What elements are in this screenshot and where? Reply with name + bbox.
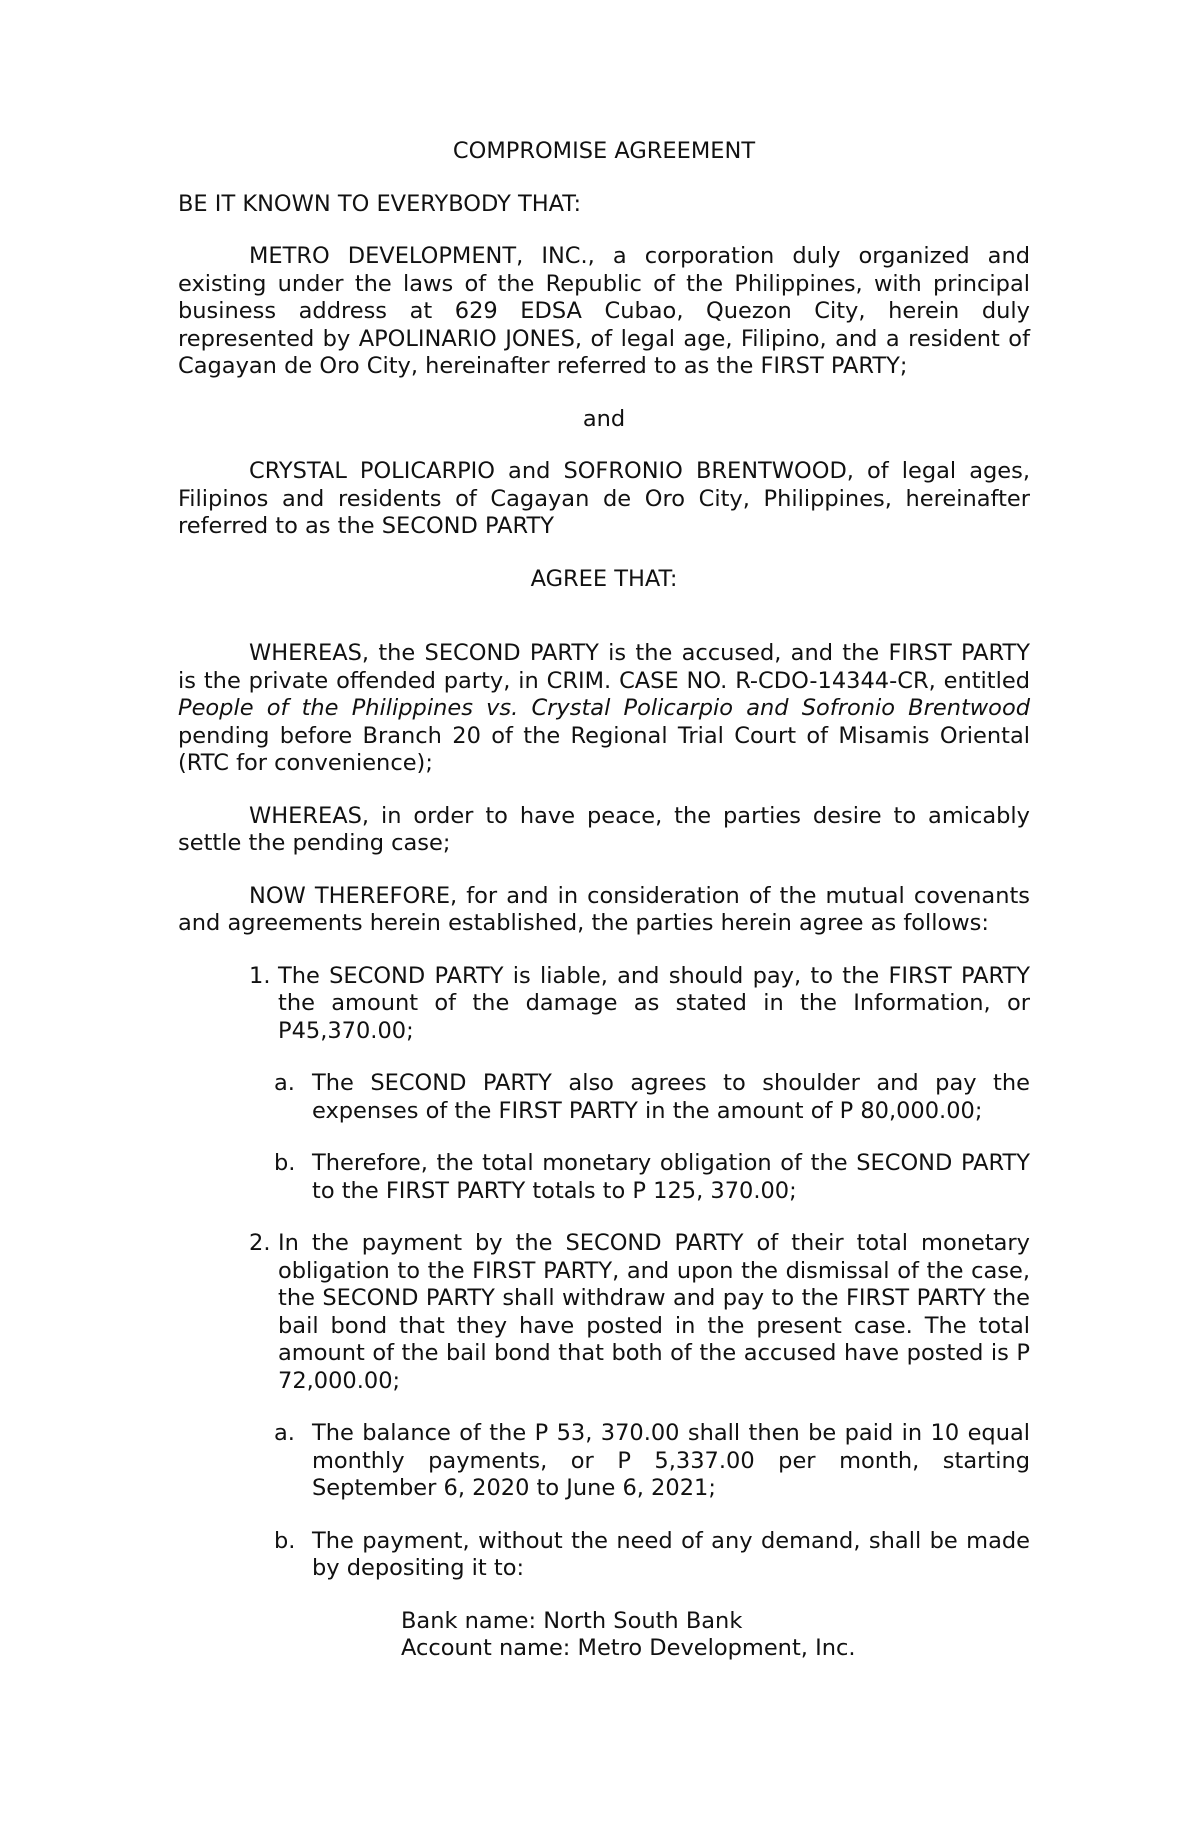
clause-2 bbox=[178, 1230, 1030, 1395]
clause-2-sub-a-text: The balance of the P 53, 370.00 shall then be paid in 10 equal monthly payments, or P 5,337.00 per month, starting September 6, 2020 to June 6, 2021; bbox=[312, 1420, 1030, 1501]
now-therefore-paragraph: NOW THEREFORE, for and in consideration of the mutual covenants and agreements herein established, the parties herein agree as follows: bbox=[178, 882, 1030, 936]
clause-1-sub-b-text: Therefore, the total monetary obligation of the SECOND PARTY to the FIRST PARTY totals to P 125, 370.00; bbox=[312, 1150, 1030, 1204]
whereas-1-pre: WHEREAS, the SECOND PARTY is the accused, and the FIRST PARTY is the private offended party, in CRIM. CASE NO. R-CDO-14344-CR, entitled bbox=[178, 640, 1030, 694]
second-party-paragraph: CRYSTAL POLICARPIO and SOFRONIO BRENTWOOD, of legal ages, Filipinos and residents of Cagayan de Oro City, Philippines, hereinafter referred to as the SECOND PARTY bbox=[178, 458, 1030, 539]
bank-name: Bank name: North South Bank bbox=[401, 1607, 743, 1634]
bank-details bbox=[178, 1608, 1030, 1663]
clause-1 bbox=[178, 963, 1030, 1046]
clause-1-text: The SECOND PARTY is liable, and should pay, to the FIRST PARTY the amount of the damage as stated in the Information, or P45,370.00; bbox=[278, 962, 1030, 1044]
clause-2-sub-b-text: The payment, without the need of any demand, shall be made by depositing it to: bbox=[312, 1527, 1030, 1581]
clause-2-sub-b-mark: b. bbox=[274, 1527, 296, 1554]
clause-2-sub-b bbox=[178, 1528, 1030, 1583]
agree-heading: AGREE THAT: bbox=[530, 565, 678, 592]
clause-1-sub-a-mark: a. bbox=[274, 1070, 295, 1096]
clause-1-sub-a bbox=[178, 1070, 1030, 1125]
document-title: COMPROMISE AGREEMENT bbox=[452, 138, 756, 164]
clause-2-sub-a bbox=[178, 1420, 1030, 1503]
clause-1-sub-a-text: The SECOND PARTY also agrees to shoulder and pay the expenses of the FIRST PARTY in the amount of P 80,000.00; bbox=[312, 1070, 1030, 1124]
case-title: People of the Philippines vs. Crystal Policarpio and Sofronio Brentwood bbox=[178, 695, 1030, 721]
clause-2-sub-a-mark: a. bbox=[274, 1420, 295, 1446]
whereas-paragraph-1 bbox=[178, 640, 1030, 778]
clause-1-sub-b-mark: b. bbox=[274, 1150, 296, 1176]
whereas-paragraph-2: WHEREAS, in order to have peace, the parties desire to amicably settle the pending case; bbox=[178, 802, 1030, 856]
agreement-body bbox=[178, 138, 1030, 1663]
first-party-paragraph: METRO DEVELOPMENT, INC., a corporation duly organized and existing under the laws of the Republic of the Philippines, with principal business address at 629 EDSA Cubao, Quezon City, herein duly represented by APOLINARIO JONES, of legal age, Filipino, and a resident of Cagayan de Oro City, hereinafter referred to as the FIRST PARTY; bbox=[178, 243, 1030, 379]
known-heading: BE IT KNOWN TO EVERYBODY THAT: bbox=[178, 190, 582, 217]
clause-1-number: 1. bbox=[249, 962, 271, 989]
clause-1-sub-b bbox=[178, 1150, 1030, 1205]
clause-2-number: 2. bbox=[249, 1230, 271, 1256]
whereas-1-post: pending before Branch 20 of the Regional Trial Court of Misamis Oriental (RTC for convenience); bbox=[178, 722, 1030, 776]
and-separator: and bbox=[582, 405, 626, 432]
account-name: Account name: Metro Development, Inc. bbox=[401, 1635, 856, 1661]
clause-2-text: In the payment by the SECOND PARTY of their total monetary obligation to the FIRST PARTY, and upon the dismissal of the case, the SECOND PARTY shall withdraw and pay to the FIRST PARTY the bail bond that they have posted in the present case. The total amount of the bail bond that both of the accused have posted is P 72,000.00; bbox=[278, 1230, 1030, 1394]
